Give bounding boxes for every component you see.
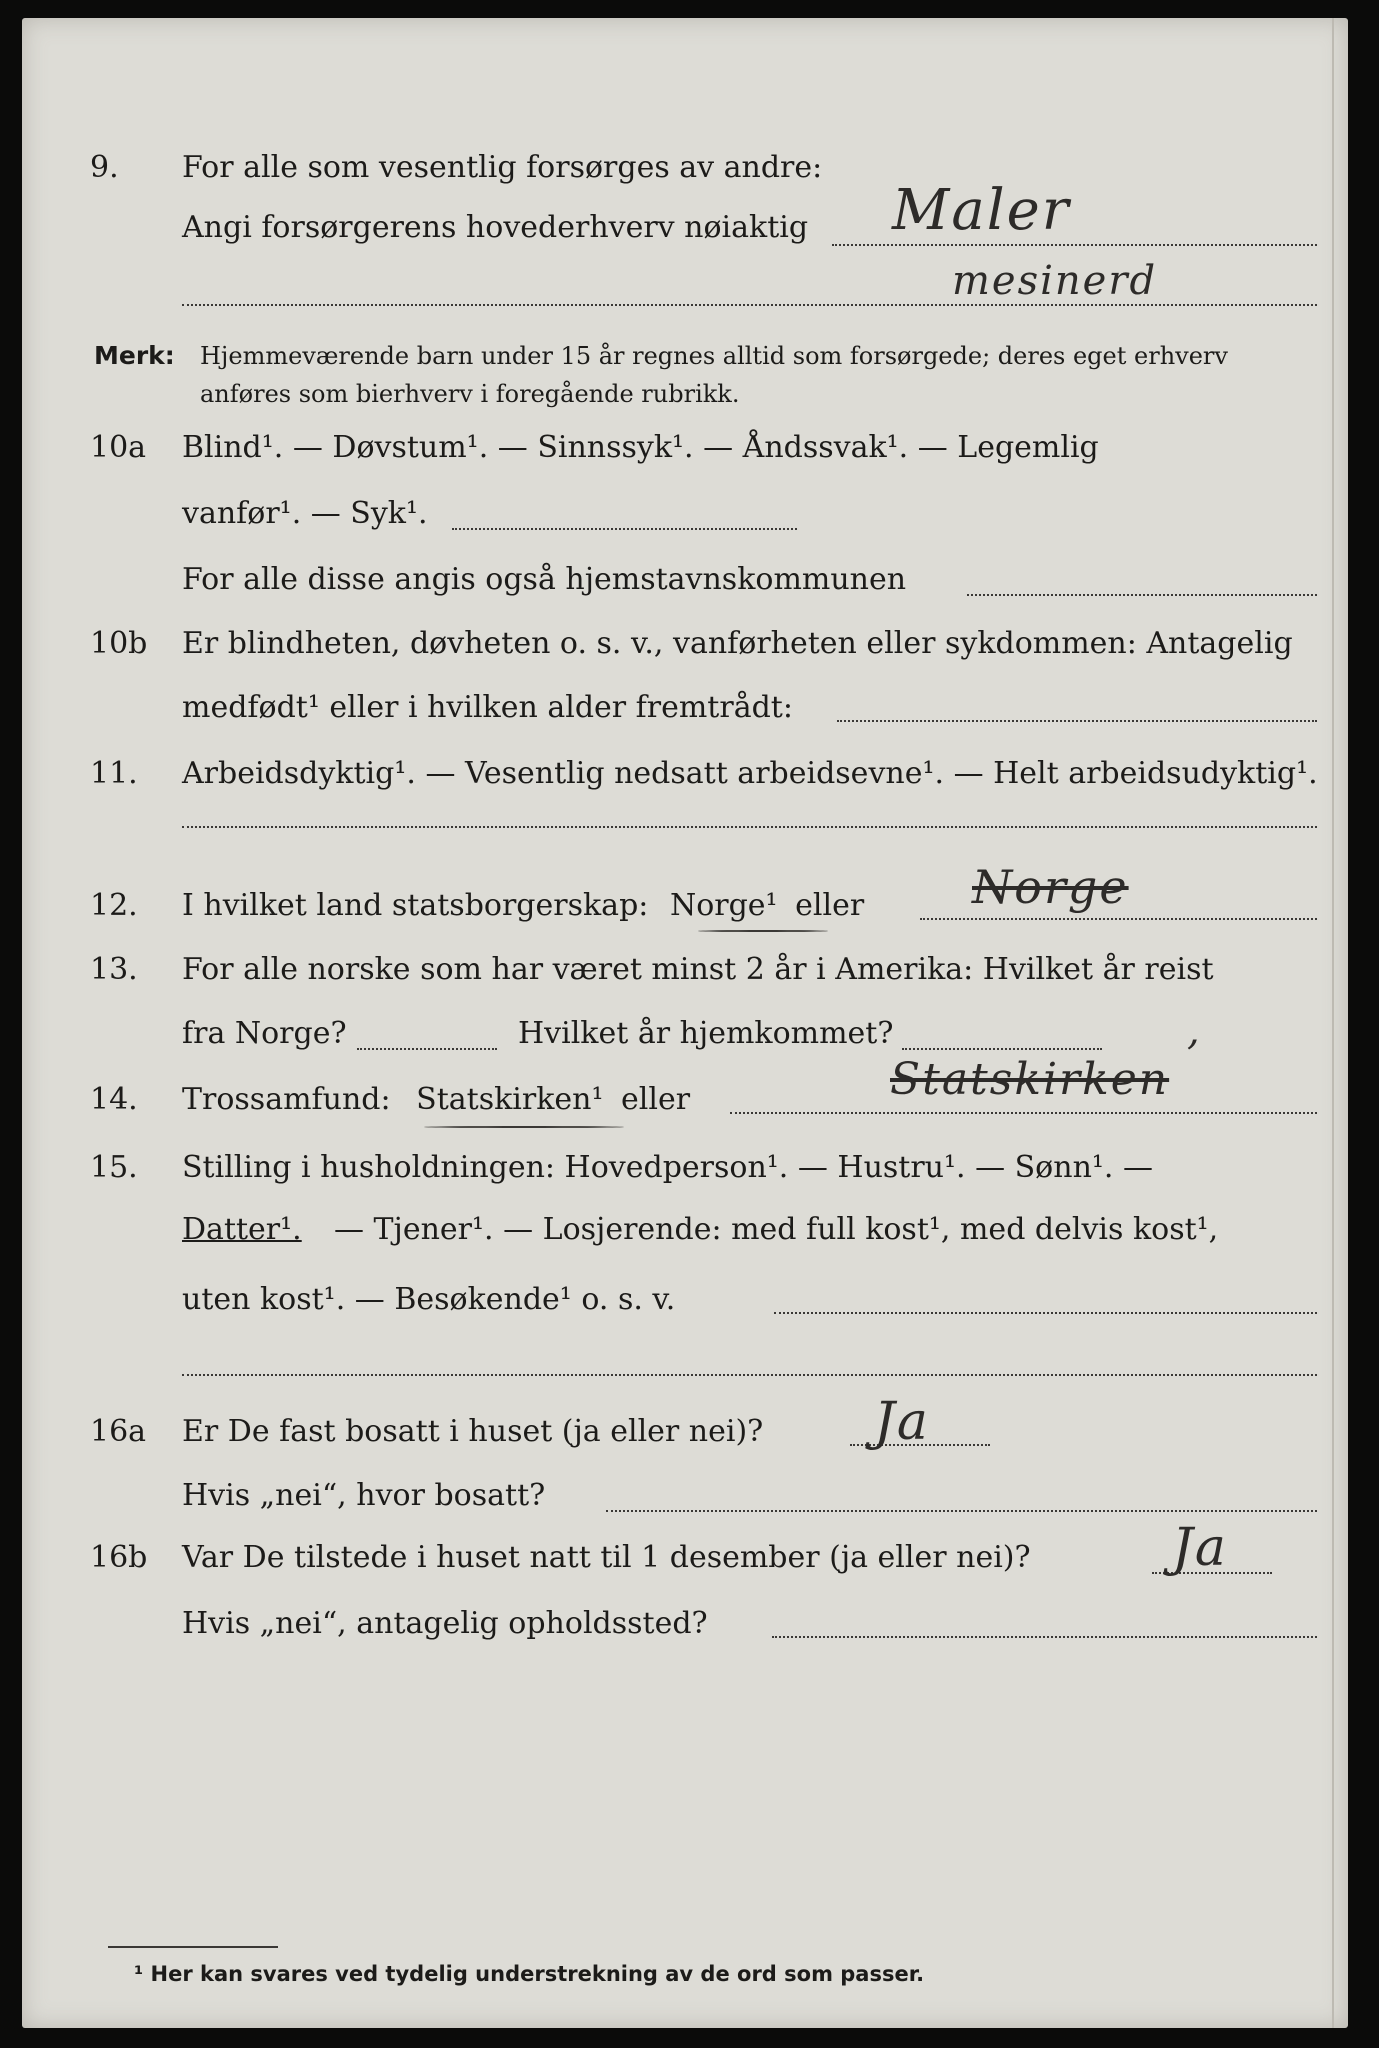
q9-answer-line1 — [832, 244, 1317, 246]
q9-number: 9. — [90, 150, 119, 185]
q16a-answer-line2 — [606, 1510, 1317, 1512]
q14-text — [182, 1080, 690, 1120]
q9-handwritten-answer2: mesinerd — [952, 258, 1158, 304]
q11-text1: Arbeidsdyktig¹. — Vesentlig nedsatt arbeidsevne¹. — Helt arbeidsudyktig¹. — [182, 756, 1318, 791]
page-fold — [1332, 18, 1334, 2028]
footnote: ¹ Her kan svares ved tydelig understrekning av de ord som passer. — [134, 1962, 925, 1986]
q10a-answer-line1 — [452, 528, 797, 530]
q14-answer-line — [730, 1112, 1317, 1114]
q16a-text1: Er De fast bosatt i huset (ja eller nei)? — [182, 1414, 764, 1449]
q15-underlined-option: Datter¹. — [182, 1212, 302, 1247]
merk-label: Merk: — [94, 341, 175, 370]
q16a-handwritten-answer: Ja — [874, 1392, 930, 1452]
q16b-answer-line2 — [772, 1636, 1317, 1638]
q15-text2: — Tjener¹. — Losjerende: med full kost¹, med delvis kost¹, — [334, 1212, 1219, 1247]
q10b-number: 10b — [90, 626, 148, 661]
q14-handwritten-answer: Statskirken — [890, 1054, 1170, 1105]
q10b-text1: Er blindheten, døvheten o. s. v., vanførheten eller sykdommen: Antagelig — [182, 626, 1293, 661]
q15-text1: Stilling i husholdningen: Hovedperson¹. — Hustru¹. — Sønn¹. — — [182, 1150, 1153, 1185]
q10a-text1: Blind¹. — Døvstum¹. — Sinnssyk¹. — Åndssvak¹. — Legemlig — [182, 430, 1099, 465]
q14-prefix: Trossamfund: — [182, 1082, 391, 1117]
q10a-text2: vanfør¹. — Syk¹. — [182, 496, 428, 531]
census-form-page — [22, 18, 1348, 2028]
q13-text1: For alle norske som har været minst 2 år i Amerika: Hvilket år reist — [182, 952, 1214, 987]
q12-underlined-option: Norge¹ — [669, 888, 778, 923]
q14-hand-underline — [424, 1126, 624, 1128]
merk-text2: anføres som bierhverv i foregående rubrikk. — [200, 380, 740, 408]
q13-text2b: Hvilket år hjemkommet? — [518, 1016, 894, 1051]
footnote-rule — [108, 1946, 278, 1948]
q16b-handwritten-answer: Ja — [1172, 1518, 1228, 1578]
q12-number: 12. — [90, 888, 138, 923]
q14-suffix: eller — [621, 1082, 691, 1117]
q16b-text2: Hvis „nei“, antagelig opholdssted? — [182, 1606, 708, 1641]
q12-suffix: eller — [795, 888, 865, 923]
q10b-answer-line — [837, 720, 1317, 722]
q10a-text3: For alle disse angis også hjemstavnskommunen — [182, 562, 907, 597]
q16a-number: 16a — [90, 1414, 147, 1449]
q11-answer-line — [182, 826, 1317, 828]
q9-text2: Angi forsørgerens hovederhverv nøiaktig — [182, 210, 809, 245]
q9-handwritten-answer1: Maler — [892, 178, 1071, 243]
merk-text1: Hjemmeværende barn under 15 år regnes alltid som forsørgede; deres eget erhverv — [200, 342, 1228, 370]
q12-handwritten-answer: Norge — [972, 860, 1129, 914]
q9-answer-line2 — [182, 304, 1317, 306]
q13-answer-line1 — [357, 1048, 497, 1050]
q9-text1: For alle som vesentlig forsørges av andre: — [182, 150, 823, 185]
q14-number: 14. — [90, 1082, 138, 1117]
q12-text — [182, 886, 864, 926]
q12-hand-underline — [698, 930, 828, 932]
q10b-text2: medfødt¹ eller i hvilken alder fremtrådt: — [182, 690, 793, 725]
q16b-text1: Var De tilstede i huset natt til 1 desember (ja eller nei)? — [182, 1540, 1031, 1575]
q15-answer-line1 — [774, 1312, 1317, 1314]
q13-number: 13. — [90, 952, 138, 987]
q12-prefix: I hvilket land statsborgerskap: — [182, 888, 649, 923]
q15-number: 15. — [90, 1150, 138, 1185]
q16a-text2: Hvis „nei“, hvor bosatt? — [182, 1478, 546, 1513]
q12-answer-line — [920, 918, 1317, 920]
q13-hand-mark: , — [1187, 1008, 1202, 1054]
q13-text2a: fra Norge? — [182, 1016, 347, 1051]
q10a-answer-line2 — [967, 594, 1317, 596]
q15-text3: uten kost¹. — Besøkende¹ o. s. v. — [182, 1282, 676, 1317]
q10a-number: 10a — [90, 430, 147, 465]
q15-answer-line2 — [182, 1374, 1317, 1376]
q16b-number: 16b — [90, 1540, 148, 1575]
q13-answer-line2 — [902, 1048, 1102, 1050]
q14-underlined-option: Statskirken¹ — [416, 1082, 604, 1117]
q11-number: 11. — [90, 756, 138, 791]
